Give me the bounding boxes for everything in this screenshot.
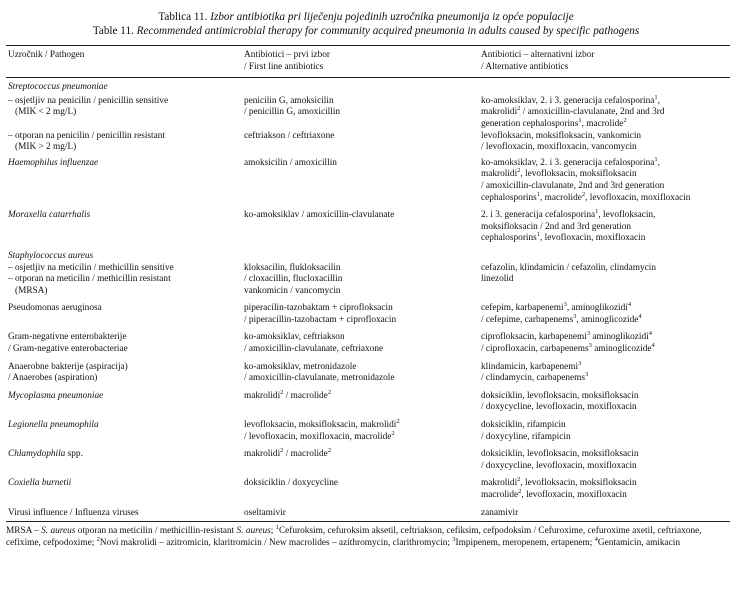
alternative-cell: makrolidi$^2$, levofloksacin, moksifloksacin macrolide$^2$, levofloxacin, moxifloxacin — [481, 476, 637, 500]
pathogen-cell: Gram-negativne enterobakterije / Gram-negative enterobacteriae — [8, 332, 128, 355]
alternative-cell: 2. i 3. generacija cefalosporina$^1$, levofloksacin, moksifloksacin / 2nd and 3rd generation cephalosporins$^1$, levofloxacin, moxifloxacin — [481, 208, 656, 244]
alternative-cell: zanamivir — [481, 507, 519, 518]
pathogen-cell: Moraxella catarrhalis — [8, 210, 91, 221]
table-row — [6, 78, 730, 96]
first-line-cell: ko-amoksiklav, metronidazole / amoxicillin-clavulanate, metronidazole — [244, 361, 395, 384]
pathogen-cell: Anaerobne bakterije (aspiracija) / Anaerobes (aspiration) — [8, 361, 128, 384]
first-line-cell: oseltamivir — [244, 507, 286, 518]
pathogen-cell: Pseudomonas aeruginosa — [8, 303, 102, 314]
table-row — [6, 504, 730, 522]
pathogen-cell: Haemophilus influenzae — [8, 157, 99, 168]
first-line-cell: ceftriakson / ceftriaxone — [244, 130, 335, 141]
first-line-cell: piperacilin-tazobaktam + ciprofloksacin / piperacillin-tazobactam + ciprofloxacin — [244, 303, 397, 325]
table-row — [6, 358, 730, 387]
title-text-en: Recommended antimicrobial therapy for community acquired pneumonia in adults caused by specific pathogens — [136, 25, 640, 37]
pathogen-cell: Chlamydophila spp. — [8, 449, 83, 460]
table-footnote: MRSA – S. aureus otporan na meticilin / methicillin-resistant S. aureus; $^1$Cefuroksim, cefuroksim aksetil, ceftriakson, cefiksim, cefpodoksim / Cefuroxime, cefuroxime axetil, ceftriaxone, cefixime, cefpodoxime; $^2$Novi makrolidi – azitromicin, klaritromicin / New macrolides – azithromycin, clarithromycin; $^3$Impipenem, meropenem, ertapenem; $^4$Gentamicin, amikacin — [6, 524, 702, 548]
title-label-en: Table 11. — [92, 25, 137, 37]
first-line-cell: doksiciklin / doxycycline — [244, 478, 338, 489]
table-row — [6, 154, 730, 206]
pathogen-cell: – otporan na penicilin / penicillin resistant (MIK > 2 mg/L) — [8, 130, 165, 153]
table-title — [6, 10, 726, 38]
pathogen-cell: – osjetljiv na penicilin / penicillin sensitive (MIK < 2 mg/L) — [8, 95, 169, 118]
table-row — [6, 131, 730, 154]
alternative-cell: ko-amoksiklav, 2. i 3. generacija cefalosporina$^1$, makrolidi$^2$ / amoxicillin-clavulanate, 2nd and 3rd generation cephalosporins$^1$, macrolide$^2$ — [481, 93, 665, 129]
pathogen-cell: Legionella pneumophila — [8, 420, 99, 431]
pathogen-cell: Coxiella burnetii — [8, 478, 72, 489]
pathogen-cell: Staphylococcus aureus – osjetljiv na meticilin / methicillin sensitive – otporan na meticilin / methicillin resistant (MRSA) — [8, 250, 174, 296]
alternative-cell: doksiciklin, levofloksacin, moksifloksacin / doxycycline, levofloxacin, moxifloxacin — [481, 390, 639, 413]
first-line-cell: kloksacilin, flukloksacilin / cloxacillin, flucloxacillin vankomicin / vancomycin — [244, 262, 343, 296]
title-label-hr: Tablica 11. — [158, 11, 211, 23]
table-row — [6, 299, 730, 328]
table-row — [6, 247, 730, 299]
first-line-cell: ko-amoksiklav / amoxicillin-clavulanate — [244, 210, 395, 221]
first-line-cell: ko-amoksiklav, ceftriakson / amoxicillin-clavulanate, ceftriaxone — [244, 332, 384, 355]
alternative-cell: cefepim, karbapenemi$^3$, aminoglikozidi$^4$ / cefepime, carbapenems$^3$, aminoglicozide$^4$ — [481, 301, 642, 325]
alternative-cell: ko-amoksiklav, 2. i 3. generacija cefalosporina$^1$, makrolidi$^2$, levofloksacin, moksifloksacin / amoxicillin-clavulanate, 2nd and 3rd generation cephalosporins$^1$, macrolide$^2$, levofloxacin, moxifloxacin — [481, 155, 691, 203]
antibiotic-table — [6, 45, 730, 522]
alternative-cell: levofloksacin, moksifloksacin, vankomicin / levofloxacin, moxifloxacin, vancomycin — [481, 130, 642, 153]
table-row — [6, 206, 730, 247]
table-row — [6, 328, 730, 357]
first-line-cell: amoksicilin / amoxicillin — [244, 157, 337, 168]
table-row — [6, 416, 730, 445]
first-line-cell: levofloksacin, moksifloksacin, makrolidi$^2$ / levofloxacin, moxifloxacin, macrolide$^2$ — [244, 417, 400, 442]
alternative-cell: cefazolin, klindamicin / cefazolin, clindamycin linezolid — [481, 262, 657, 285]
header-first-line: Antibiotici – prvi izbor / First line antibiotics — [244, 50, 330, 72]
header-row — [6, 46, 730, 78]
first-line-cell: makrolidi$^2$ / macrolide$^2$ — [244, 447, 332, 460]
alternative-cell: klindamicin, karbapenemi$^3$ / clindamycin, carbapenems$^3$ — [481, 359, 589, 384]
alternative-cell: ciprofloksacin, karbapenemi$^3$ aminoglikozidi$^4$ / ciprofloxacin, carbapenems$^3$ aminoglicozide$^4$ — [481, 330, 655, 355]
first-line-cell: penicilin G, amoksicilin / penicillin G, amoxicillin — [244, 95, 341, 118]
first-line-cell: makrolidi$^2$ / macrolide$^2$ — [244, 388, 332, 401]
table-row — [6, 474, 730, 503]
title-line-english — [6, 24, 726, 38]
table-row — [6, 96, 730, 131]
table-row — [6, 387, 730, 416]
pathogen-cell: Mycoplasma pneumoniae — [8, 390, 104, 401]
table-row — [6, 445, 730, 474]
pathogen-cell: Virusi influence / Influenza viruses — [8, 507, 139, 518]
pathogen-cell: Streptococcus pneumoniae — [8, 82, 108, 93]
alternative-cell: doksiciklin, rifampicin / doxycyline, rifampicin — [481, 420, 571, 442]
header-pathogen: Uzročnik / Pathogen — [8, 50, 85, 60]
title-text-hr: Izbor antibiotika pri liječenju pojedinih uzročnika pneumonija iz opće populacije — [210, 11, 574, 23]
alternative-cell: doksiciklin, levofloksacin, moksifloksacin / doxycycline, levofloxacin, moxifloxacin — [481, 449, 639, 471]
title-line-croatian — [6, 10, 726, 24]
header-alternative: Antibiotici – alternativni izbor / Alternative antibiotics — [481, 50, 595, 72]
